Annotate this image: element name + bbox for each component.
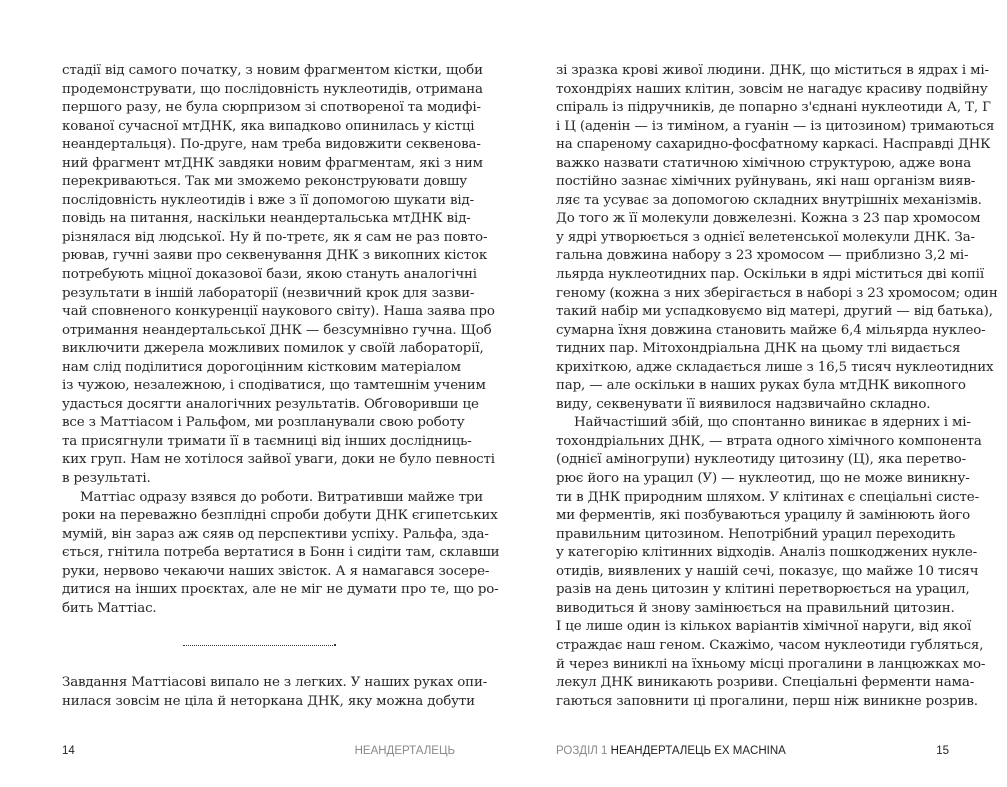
text-line: й через виниклі на їхньому місці прогалини в ланцюжках мо- <box>556 656 986 672</box>
text-line: нилася зовсім не ціла й неторкана ДНК, яку можна добути <box>62 693 475 709</box>
text-line: дитися на інших проєктах, але не міг не думати про те, що ро- <box>62 582 499 598</box>
text-line: нам слід поділитися дорогоцінним кістковим матеріалом <box>62 359 461 375</box>
text-line: чай сповненого конкуренції наукового світу). Наша заява про <box>62 304 495 320</box>
section-separator <box>62 618 455 674</box>
text-line: бить Маттіас. <box>62 600 157 616</box>
text-line: отримання неандертальської ДНК — безсумнівно гучна. Щоб <box>62 322 492 338</box>
divider-dot <box>334 644 336 646</box>
text-line: важко назвати статичною хімічною структурою, адже вона <box>556 155 972 171</box>
text-line: кованої сучасної мтДНК, яка випадково опинилась у кістці <box>62 118 475 134</box>
text-line: перекриваються. Так ми зможемо реконструювати довшу <box>62 174 467 190</box>
right-page <box>556 62 998 711</box>
text-line: із чужою, незалежною, і сподіватися, що тамтешнім ученим <box>62 378 486 394</box>
text-line: і Ц (аденін — із тиміном, а гуанін — із цитозином) тримаються <box>556 118 995 134</box>
text-line: удасться досягти аналогічних результатів. Обговоривши це <box>62 396 479 412</box>
text-line: ляє та усуває за допомогою складних внутрішніх механізмів. <box>556 192 982 208</box>
text-line: Маттіас одразу взявся до роботи. Витративши майже три <box>80 489 484 505</box>
text-line: виключити джерела можливих помилок у своїй лабораторії, <box>62 341 484 357</box>
chapter-title: НЕАНДЕРТАЛЕЦЬ EX MACHINA <box>610 745 786 757</box>
text-line: на спареному сахаридно-фосфатному каркасі. Насправді ДНК <box>556 137 991 153</box>
text-line: крихіткою, адже складається лише з 16,5 тисяч нуклеотидних <box>556 359 994 375</box>
text-line: послідовність нуклеотидів і вже з її допомогою шукати від- <box>62 192 474 208</box>
text-line: тохондріальних ДНК, — втрата одного хімічного компонента <box>556 433 982 449</box>
text-line: рює його на урацил (У) — нуклеотид, що не може виникну- <box>556 471 970 487</box>
text-line: гаються заповнити ці прогалини, перш ніж виникне розрив. <box>556 693 978 709</box>
text-line: повідь на питання, наскільки неандертальська мтДНК від- <box>62 211 471 227</box>
text-line: ється, гнітила потреба вертатися в Бонн і сидіти там, склавши <box>62 545 500 561</box>
text-line: правильним цитозином. Непотрібний урацил переходить <box>556 526 956 542</box>
text-line: пар, — але оскільки в наших руках була мтДНК викопного <box>556 378 966 394</box>
text-line: різнялася від людської. Ну й по-третє, як я сам не раз повто- <box>62 229 488 245</box>
chapter-label: РОЗДІЛ 1 <box>556 745 608 757</box>
text-line: виду, секвенувати її виявилося надзвичайно складно. <box>556 396 931 412</box>
text-line: Завдання Маттіасові випало не з легких. У наших руках опи- <box>62 675 488 691</box>
text-line: ний фрагмент мтДНК завдяки новим фрагментам, які з ним <box>62 155 483 171</box>
text-line: До того ж її молекули довжелезні. Кожна з 23 пар хромосом <box>556 211 981 227</box>
text-line: Найчастіший збій, що спонтанно виникає в ядерних і мі- <box>574 415 971 431</box>
text-line: виводиться й знову замінюється на правильний цитозин. <box>556 600 955 616</box>
left-page <box>62 62 500 712</box>
text-line: ми ферментів, які позбуваються урацилу й замінюють його <box>556 508 971 524</box>
text-line: першого разу, не була сюрпризом зі спотвореної та модифі- <box>62 100 481 116</box>
text-line: неандертальця). По-друге, нам треба видовжити секвенова- <box>62 137 481 153</box>
text-line: отидів, виявлених у нашій сечі, показує, що майже 10 тисяч <box>556 563 979 579</box>
text-line: стадії від самого початку, з новим фрагментом кістки, щоби <box>62 63 483 78</box>
text-line: та присягнули тримати її в таємниці від інших дослідниць- <box>62 433 472 449</box>
text-line: тидних пар. Мітохондріальна ДНК на цьому тлі видається <box>556 341 961 357</box>
right-page-text <box>556 62 998 711</box>
text-line: страждає наш геном. Скажімо, часом нуклеотиди губляться, <box>556 637 984 653</box>
text-line: такий набір ми успадковуємо від матері, другий — від батька), <box>556 304 993 320</box>
text-line: геному (кожна з них зберігається в наборі з 23 хромосом; один <box>556 285 998 301</box>
running-head-chapter <box>556 745 786 757</box>
text-line: потребують міцної доказової бази, якою стануть аналогічні <box>62 267 477 283</box>
text-line: продемонструвати, що послідовність нуклеотидів, отримана <box>62 81 483 97</box>
running-head-book-title: НЕАНДЕРТАЛЕЦЬ <box>354 745 455 757</box>
text-line: (однієї аміногрупи) нуклеотиду цитозину (Ц), яка перетво- <box>556 452 966 468</box>
text-line: разів на день цитозин у клітині перетворюється на урацил, <box>556 582 970 598</box>
dotted-divider <box>183 645 335 646</box>
text-line: тохондріях наших клітин, зовсім не нагадує красиву подвійну <box>556 81 988 97</box>
text-line: І це лише один із кількох варіантів хімічної наруги, від якої <box>556 619 972 635</box>
text-line: ких груп. Нам не хотілося зайвої уваги, доки не було певності <box>62 452 495 468</box>
left-page-footer <box>62 745 455 759</box>
text-line: лекул ДНК виникають розриви. Спеціальні ферменти нама- <box>556 675 975 691</box>
text-line: спіраль із підручників, де попарно з'єднані нуклеотиди А, Т, Г <box>556 100 991 116</box>
text-line: роки на переважно безплідні спроби добути ДНК єгипетських <box>62 508 498 524</box>
left-page-text-top <box>62 62 500 618</box>
text-line: результати в іншій лабораторії (незвичний крок для зазви- <box>62 285 475 301</box>
text-line: все з Маттіасом і Ральфом, ми розпланували свою роботу <box>62 415 465 431</box>
text-line: ти в ДНК природним шляхом. У клітинах є спеціальні систе- <box>556 489 979 505</box>
text-line: в результаті. <box>62 471 151 487</box>
text-line: льярда нуклеотидних пар. Оскільки в ядрі міститься дві копії <box>556 267 984 283</box>
left-page-text-bottom <box>62 674 488 711</box>
text-line: сумарна їхня довжина становить майже 6,4 мільярда нуклео- <box>556 322 986 338</box>
text-line: зі зразка крові живої людини. ДНК, що міститься в ядрах і мі- <box>556 63 989 78</box>
page-number: 14 <box>62 745 75 757</box>
right-page-footer <box>556 745 949 759</box>
text-line: рював, гучні заяви про секвенування ДНК з викопних кісток <box>62 248 488 264</box>
text-line: постійно зазнає хімічних руйнувань, які наш організм вияв- <box>556 174 976 190</box>
text-line: гальна довжина набору з 23 хромосом — приблизно 3,2 мі- <box>556 248 969 264</box>
page-number: 15 <box>936 745 949 757</box>
text-line: у категорію клітинних відходів. Аналіз пошкоджених нукле- <box>556 545 977 561</box>
text-line: мумій, він зараз аж сяяв од перспективи успіху. Ральфа, зда- <box>62 526 489 542</box>
text-line: руки, нервово чекаючи наших звісток. А я намагався зосере- <box>62 563 490 579</box>
text-line: у ядрі утворюється з однієї велетенської молекули ДНК. За- <box>556 229 975 245</box>
